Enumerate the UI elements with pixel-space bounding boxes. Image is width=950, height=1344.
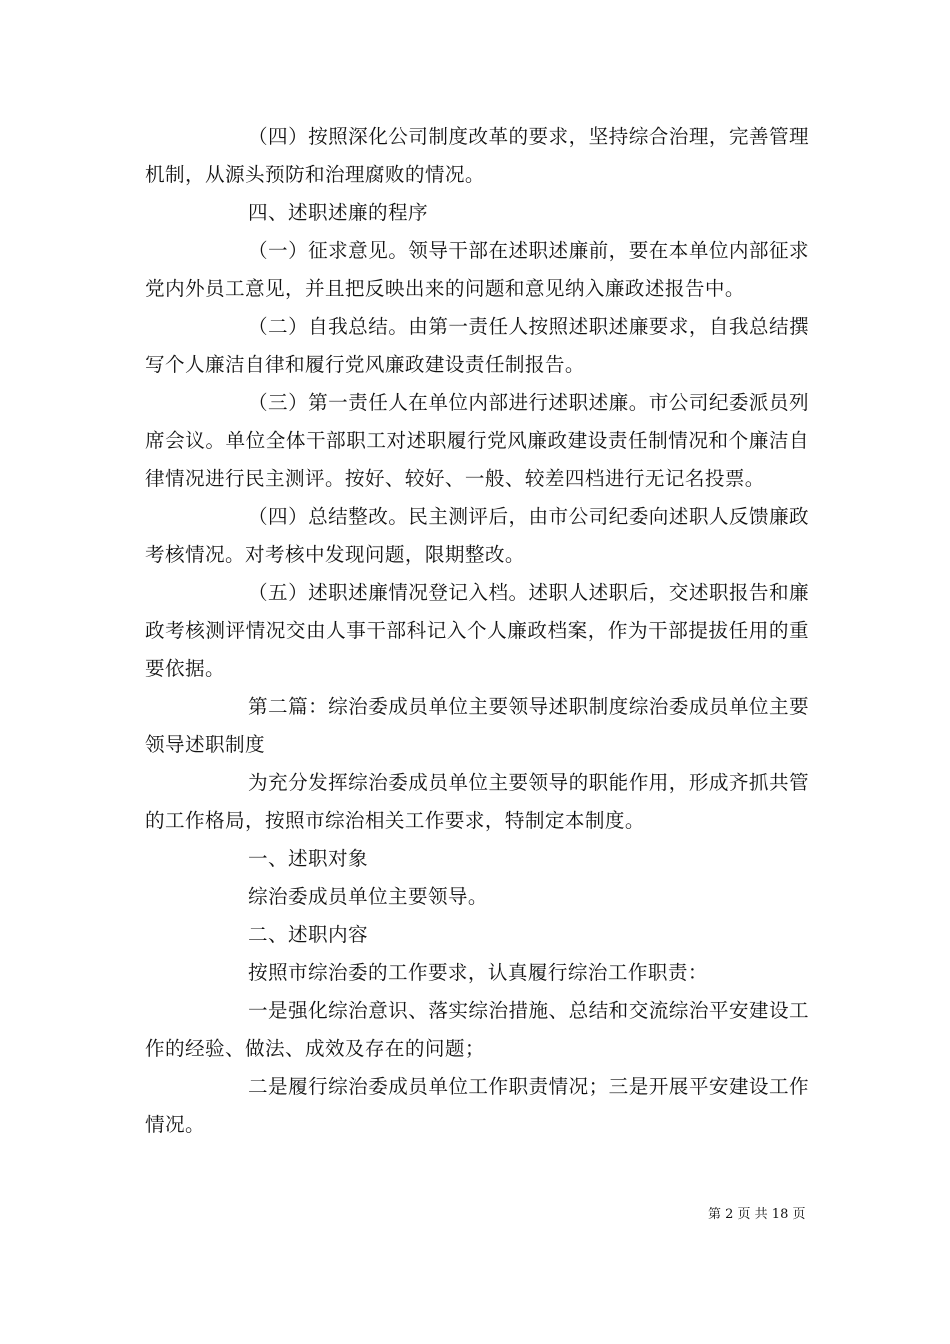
paragraph-procedure-4: （四）总结整改。民主测评后，由市公司纪委向述职人反馈廉政考核情况。对考核中发现问题，限期整改。	[145, 505, 809, 566]
paragraph-reporting-subject: 综治委成员单位主要领导。	[248, 885, 488, 908]
paragraph-section-3-item-4: （四）按照深化公司制度改革的要求，坚持综合治理，完善管理机制，从源头预防和治理腐败的情况。	[145, 125, 809, 186]
paragraph-procedure-1: （一）征求意见。领导干部在述职述廉前，要在本单位内部征求党内外员工意见，并且把反映出来的问题和意见纳入廉政述报告中。	[145, 239, 809, 300]
paragraph-procedure-2: （二）自我总结。由第一责任人按照述职述廉要求，自我总结撰写个人廉洁自律和履行党风廉政建设责任制报告。	[145, 315, 809, 376]
document-body	[145, 118, 809, 1144]
page-number-footer: 第 2 页 共 18 页	[708, 1207, 806, 1222]
heading-reporting-subject: 一、述职对象	[248, 847, 368, 870]
paragraph-content-intro: 按照市综治委的工作要求，认真履行综治工作职责：	[248, 961, 708, 984]
heading-reporting-content: 二、述职内容	[248, 923, 368, 946]
heading-section-4: 四、述职述廉的程序	[248, 201, 428, 224]
paragraph-content-item-2-3: 二是履行综治委成员单位工作职责情况；三是开展平安建设工作情况。	[145, 1075, 809, 1136]
paragraph-procedure-3: （三）第一责任人在单位内部进行述职述廉。市公司纪委派员列席会议。单位全体干部职工对述职履行党风廉政建设责任制情况和个廉洁自律情况进行民主测评。按好、较好、一般、较差四档进行无记名投票。	[145, 391, 809, 490]
paragraph-purpose: 为充分发挥综治委成员单位主要领导的职能作用，形成齐抓共管的工作格局，按照市综治相关工作要求，特制定本制度。	[145, 771, 809, 832]
chapter-2-title: 第二篇：综治委成员单位主要领导述职制度综治委成员单位主要领导述职制度	[145, 695, 809, 756]
paragraph-content-item-1: 一是强化综治意识、落实综治措施、总结和交流综治平安建设工作的经验、做法、成效及存在的问题；	[145, 999, 809, 1060]
paragraph-procedure-5: （五）述职述廉情况登记入档。述职人述职后，交述职报告和廉政考核测评情况交由人事干部科记入个人廉政档案，作为干部提拔任用的重要依据。	[145, 581, 809, 680]
